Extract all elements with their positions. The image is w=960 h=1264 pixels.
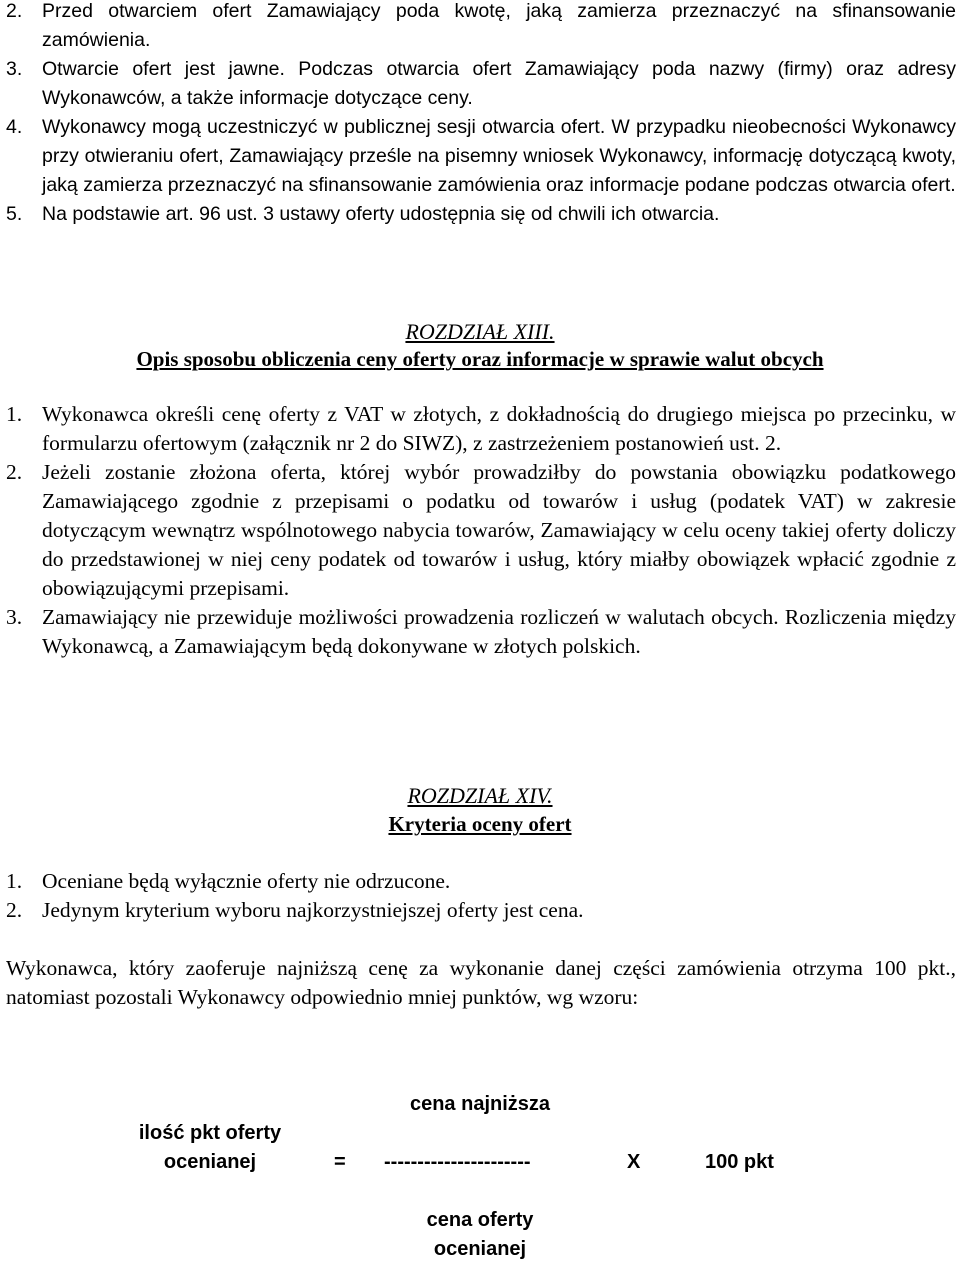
list-item-number: 5. (6, 203, 23, 225)
formula-times-sign: X (627, 1151, 641, 1173)
formula-multiplier: 100 pkt (705, 1151, 774, 1173)
list-item (6, 113, 956, 200)
list-item-text: Wykonawcy mogą uczestniczyć w publicznej sesji otwarcia ofert. W przypadku nieobecności Wykonawcy przy otwieraniu ofert, Zamawiający prześle na pisemny wniosek Wykonawcy, informację dotyczącą kwoty, jaką zamierza przeznaczyć na sfinansowanie zamówienia oraz informacje podane podczas otwarcia ofert. (42, 116, 956, 196)
chapter-13-subtitle: Opis sposobu obliczenia ceny oferty oraz informacje w sprawie walut obcych (136, 347, 824, 371)
list-item-number: 3. (6, 58, 23, 80)
list-item (6, 896, 956, 925)
list-item-number: 2. (6, 898, 23, 922)
list-item-text: Zamawiający nie przewiduje możliwości prowadzenia rozliczeń w walutach obcych. Rozliczenia między Wykonawcą, a Zamawiającym będą dokonywane w złotych polskich. (42, 605, 956, 658)
chapter-13-title: ROZDZIAŁ XIII. (405, 319, 555, 344)
list-item-text: Przed otwarciem ofert Zamawiający poda kwotę, jaką zamierza przeznaczyć na sfinansowanie zamówienia. (42, 0, 956, 51)
formula-denominator-line1: cena oferty (426, 1209, 534, 1231)
list-item (6, 0, 956, 55)
list-item-text: Otwarcie ofert jest jawne. Podczas otwarcia ofert Zamawiający poda nazwy (firmy) oraz adresy Wykonawców, a także informacje dotyczące ceny. (42, 58, 956, 109)
list-item-text: Wykonawca określi cenę oferty z VAT w złotych, z dokładnością do drugiego miejsca po przecinku, w formularzu ofertowym (załącznik nr 2 do SIWZ), z zastrzeżeniem postanowień ust. 2. (42, 402, 956, 455)
chapter-14-title: ROZDZIAŁ XIV. (407, 783, 553, 808)
list-item (6, 55, 956, 113)
list-item (6, 400, 956, 458)
opening-offers-list (6, 0, 956, 229)
list-item (6, 603, 956, 661)
chapter-13-list (6, 400, 956, 661)
list-item-text: Na podstawie art. 96 ust. 3 ustawy oferty udostępnia się od chwili ich otwarcia. (42, 203, 720, 225)
list-item-text: Jedynym kryterium wyboru najkorzystniejszej oferty jest cena. (42, 898, 584, 922)
list-item (6, 867, 956, 896)
list-item-number: 2. (6, 0, 23, 22)
scoring-paragraph: Wykonawca, który zaoferuje najniższą cenę za wykonanie danej części zamówienia otrzyma 100 pkt., natomiast pozostali Wykonawcy odpowiednio mniej punktów, wg wzoru: (6, 956, 956, 1009)
formula-left-line1: ilość pkt oferty (138, 1122, 282, 1144)
list-item (6, 458, 956, 603)
list-item (6, 200, 956, 229)
formula-equals-sign: = (334, 1151, 346, 1173)
formula-left-line2: ocenianej (163, 1151, 257, 1173)
chapter-14-subtitle: Kryteria oceny ofert (388, 812, 572, 836)
formula-fraction-bar: ---------------------- (384, 1151, 531, 1173)
list-item-number: 3. (6, 605, 23, 629)
list-item-text: Jeżeli zostanie złożona oferta, której wybór prowadziłby do powstania obowiązku podatkowego Zamawiającego zgodnie z przepisami o podatku od towarów i usług (podatek VAT) w zakresie dotyczącym wewnątrz wspólnotowego nabycia towarów, Zamawiający w celu oceny takiej oferty doliczy do przedstawionej w niej ceny podatek od towarów i usług, który miałby obowiązek wpłacić zgodnie z obowiązującymi przepisami. (42, 460, 956, 600)
list-item-number: 1. (6, 869, 23, 893)
list-item-number: 1. (6, 402, 23, 426)
list-item-number: 4. (6, 116, 23, 138)
chapter-14-list (6, 867, 956, 925)
list-item-number: 2. (6, 460, 23, 484)
formula-numerator: cena najniższa (409, 1093, 551, 1115)
formula-denominator-line2: ocenianej (433, 1238, 527, 1260)
list-item-text: Oceniane będą wyłącznie oferty nie odrzucone. (42, 869, 451, 893)
